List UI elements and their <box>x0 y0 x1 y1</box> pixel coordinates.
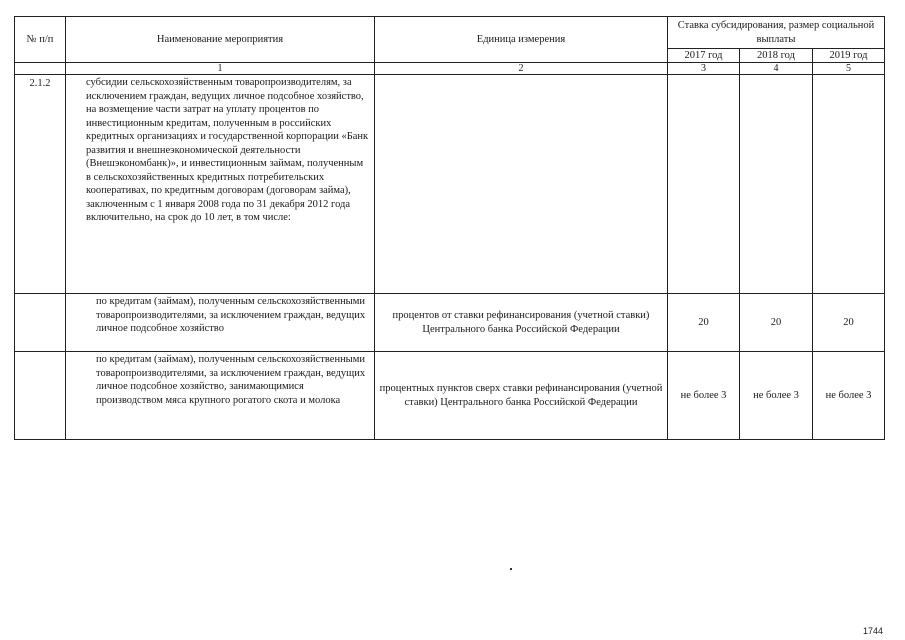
row-value-2018 <box>740 75 813 294</box>
column-index-2: 2 <box>375 63 668 75</box>
row-name: по кредитам (займам), полученным сельскохозяйственными товаропроизводителями, за исключением граждан, ведущих личное подсобное хозяйство <box>66 294 375 352</box>
header-rate: Ставка субсидирования, размер социальной выплаты <box>668 17 885 49</box>
scan-dot <box>510 568 512 570</box>
row-value-2019 <box>813 75 885 294</box>
column-index-5: 5 <box>813 63 885 75</box>
column-index-1: 1 <box>66 63 375 75</box>
header-year-2017: 2017 год <box>668 49 740 63</box>
header-year-2019: 2019 год <box>813 49 885 63</box>
row-value-2019: не более 3 <box>813 352 885 440</box>
row-value-2017: не более 3 <box>668 352 740 440</box>
table-row <box>15 294 885 352</box>
column-index-row <box>15 63 885 75</box>
row-value-2018: не более 3 <box>740 352 813 440</box>
row-value-2018: 20 <box>740 294 813 352</box>
header-unit: Единица измерения <box>375 17 668 63</box>
column-index-4: 4 <box>740 63 813 75</box>
row-unit <box>375 75 668 294</box>
row-value-2017: 20 <box>668 294 740 352</box>
header-name: Наименование мероприятия <box>66 17 375 63</box>
page-number: 1744 <box>862 626 883 636</box>
header-num: № п/п <box>15 17 66 63</box>
row-name: по кредитам (займам), полученным сельскохозяйственными товаропроизводителями, за исключением граждан, ведущих личное подсобное хозяйство, занимающимися производством мяса крупного рогатого скота и молока <box>66 352 375 440</box>
header-year-2018: 2018 год <box>740 49 813 63</box>
table-row <box>15 352 885 440</box>
table-row <box>15 75 885 294</box>
row-unit: процентов от ставки рефинансирования (учетной ставки) Центрального банка Российской Федерации <box>375 294 668 352</box>
column-index-3: 3 <box>668 63 740 75</box>
row-unit: процентных пунктов сверх ставки рефинансирования (учетной ставки) Центрального банка Российской Федерации <box>375 352 668 440</box>
subsidy-rate-table <box>14 16 885 440</box>
row-value-2019: 20 <box>813 294 885 352</box>
row-value-2017 <box>668 75 740 294</box>
column-index-blank <box>15 63 66 75</box>
row-num <box>15 352 66 440</box>
row-num <box>15 294 66 352</box>
row-name: субсидии сельскохозяйственным товаропроизводителям, за исключением граждан, ведущих личное подсобное хозяйство, на возмещение части затрат на уплату процентов по инвестиционным кредитам, полученным в российских кредитных организациях и государственной корпорации «Банк развития и внешнеэкономической деятельности (Внешэкономбанк)», и инвестиционным займам, полученным в сельскохозяйственных кредитных потребительских кооперативах, по кредитным договорам (договорам займа), заключенным с 1 января 2008 года по 31 декабря 2012 года включительно, на срок до 10 лет, в том числе: <box>66 75 375 294</box>
row-num: 2.1.2 <box>15 75 66 294</box>
